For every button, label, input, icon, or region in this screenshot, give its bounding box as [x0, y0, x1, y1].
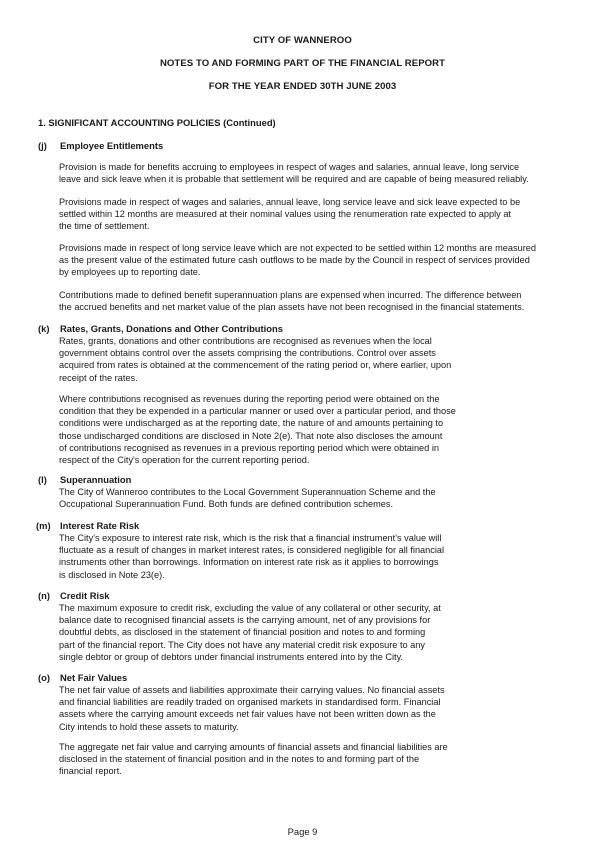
text-line: is disclosed in Note 23(e). — [59, 569, 165, 580]
subsection-m-letter: (m) — [36, 520, 51, 531]
text-line: The City's exposure to interest rate risk, which is the risk that a financial instrument's value will — [59, 533, 442, 543]
text-line: by employees up to reporting date. — [59, 267, 201, 278]
text-line: respect of the City's operation for the current reporting period. — [59, 455, 310, 466]
text-line: acquired from rates is obtained at the commencement of the rating period or, where earlier, upon — [59, 360, 452, 371]
text-line: Occupational Superannuation Fund. Both funds are defined contribution schemes. — [59, 499, 394, 510]
paragraph-n-1 — [59, 602, 549, 663]
text-line: and financial liabilities are readily traded on organised markets in standardised form. Financial — [59, 697, 441, 708]
paragraph-o-1 — [59, 684, 549, 733]
paragraph-k-2 — [59, 393, 549, 466]
text-line: settled within 12 months are measured at their nominal values using the renumeration rate expected to apply at — [59, 209, 511, 220]
text-line: receipt of the rates. — [59, 372, 138, 383]
subsection-j-letter: (j) — [38, 140, 47, 151]
text-line: part of the financial report. The City does not have any material credit risk exposure to any — [59, 639, 425, 650]
text-line: financial report. — [59, 766, 122, 777]
text-line: Rates, grants, donations and other contributions are recognised as revenues when the local — [59, 336, 432, 346]
text-line: those undischarged conditions are disclosed in Note 2(e). That note also discloses the amount — [59, 430, 443, 441]
text-line: instruments other than borrowings. Information on interest rate risk as it applies to borrowings — [59, 557, 439, 568]
subsection-n-heading: Credit Risk — [60, 590, 110, 601]
paragraph-k-1 — [59, 335, 549, 384]
text-line: of contributions recognised as revenues in a previous reporting period which were obtained in — [59, 442, 439, 453]
report-period: FOR THE YEAR ENDED 30TH JUNE 2003 — [208, 81, 397, 92]
text-line: condition that they be expended in a particular manner or used over a particular period, and those — [59, 406, 456, 417]
paragraph-j-2 — [59, 196, 549, 233]
text-line: The City of Wanneroo contributes to the Local Government Superannuation Scheme and the — [59, 487, 436, 497]
text-line: City intends to hold these assets to maturity. — [59, 721, 239, 732]
text-line: disclosed in the statement of financial position and in the notes to and forming part of the — [59, 754, 420, 765]
text-line: government obtains control over the assets comprising the contributions. Control over assets — [59, 348, 436, 359]
org-name: CITY OF WANNEROO — [253, 35, 352, 46]
section-title: 1. SIGNIFICANT ACCOUNTING POLICIES (Continued) — [38, 117, 276, 128]
subsection-m-heading: Interest Rate Risk — [60, 520, 140, 531]
subsection-k-letter: (k) — [38, 323, 50, 334]
subsection-n-letter: (n) — [38, 590, 50, 601]
subsection-o-letter: (o) — [38, 672, 50, 683]
text-line: Provision is made for benefits accruing to employees in respect of wages and salaries, annual leave, long service — [59, 162, 520, 172]
subsection-l-heading: Superannuation — [60, 474, 132, 485]
page-number: Page 9 — [287, 826, 318, 837]
paragraph-m-1 — [59, 532, 549, 581]
subsection-k-heading: Rates, Grants, Donations and Other Contributions — [60, 323, 283, 334]
subsection-o-heading: Net Fair Values — [60, 672, 128, 683]
report-title: NOTES TO AND FORMING PART OF THE FINANCIAL REPORT — [159, 58, 446, 69]
text-line: balance date to recognised financial assets is the carrying amount, net of any provisions for — [59, 615, 431, 626]
paragraph-j-3 — [59, 242, 549, 279]
text-line: single debtor or group of debtors under financial instruments entered into by the City. — [59, 651, 404, 662]
text-line: Where contributions recognised as revenues during the reporting period were obtained on the — [59, 394, 440, 404]
text-line: The maximum exposure to credit risk, excluding the value of any collateral or other security, at — [59, 603, 441, 613]
text-line: as the present value of the estimated future cash outflows to be made by the Council in respect of services provided — [59, 255, 530, 266]
text-line: Contributions made to defined benefit superannuation plans are expensed when incurred. The difference between — [59, 290, 522, 300]
paragraph-j-1 — [59, 161, 549, 185]
subsection-j-heading: Employee Entitlements — [60, 140, 164, 151]
text-line: the time of settlement. — [59, 221, 150, 232]
subsection-l-letter: (l) — [38, 474, 47, 485]
text-line: the accrued benefits and net market value of the plan assets have not been recognised in the financial statements. — [59, 302, 525, 313]
text-line: assets where the carrying amount exceeds net fair values have not been written down as the — [59, 709, 436, 720]
text-line: fluctuate as a result of changes in market interest rates, is considered negligible for all financial — [59, 545, 445, 556]
paragraph-l-1 — [59, 486, 549, 510]
text-line: Provisions made in respect of long service leave which are not expected to be settled within 12 months are measured — [59, 243, 536, 253]
text-line: The net fair value of assets and liabilities approximate their carrying values. No financial assets — [59, 685, 445, 695]
text-line: leave and sick leave when it is probable that settlement will be required and are capable of being measured reliably. — [59, 174, 529, 185]
paragraph-o-2 — [59, 741, 549, 778]
paragraph-j-4 — [59, 289, 549, 313]
text-line: The aggregate net fair value and carrying amounts of financial assets and financial liabilities are — [59, 742, 448, 752]
text-line: Provisions made in respect of wages and salaries, annual leave, long service leave and sick leave expected to be — [59, 197, 521, 207]
text-line: doubtful debts, as disclosed in the statement of financial position and notes to and forming — [59, 627, 426, 638]
text-line: conditions were undischarged as at the reporting date, the nature of and amounts pertaining to — [59, 418, 444, 429]
